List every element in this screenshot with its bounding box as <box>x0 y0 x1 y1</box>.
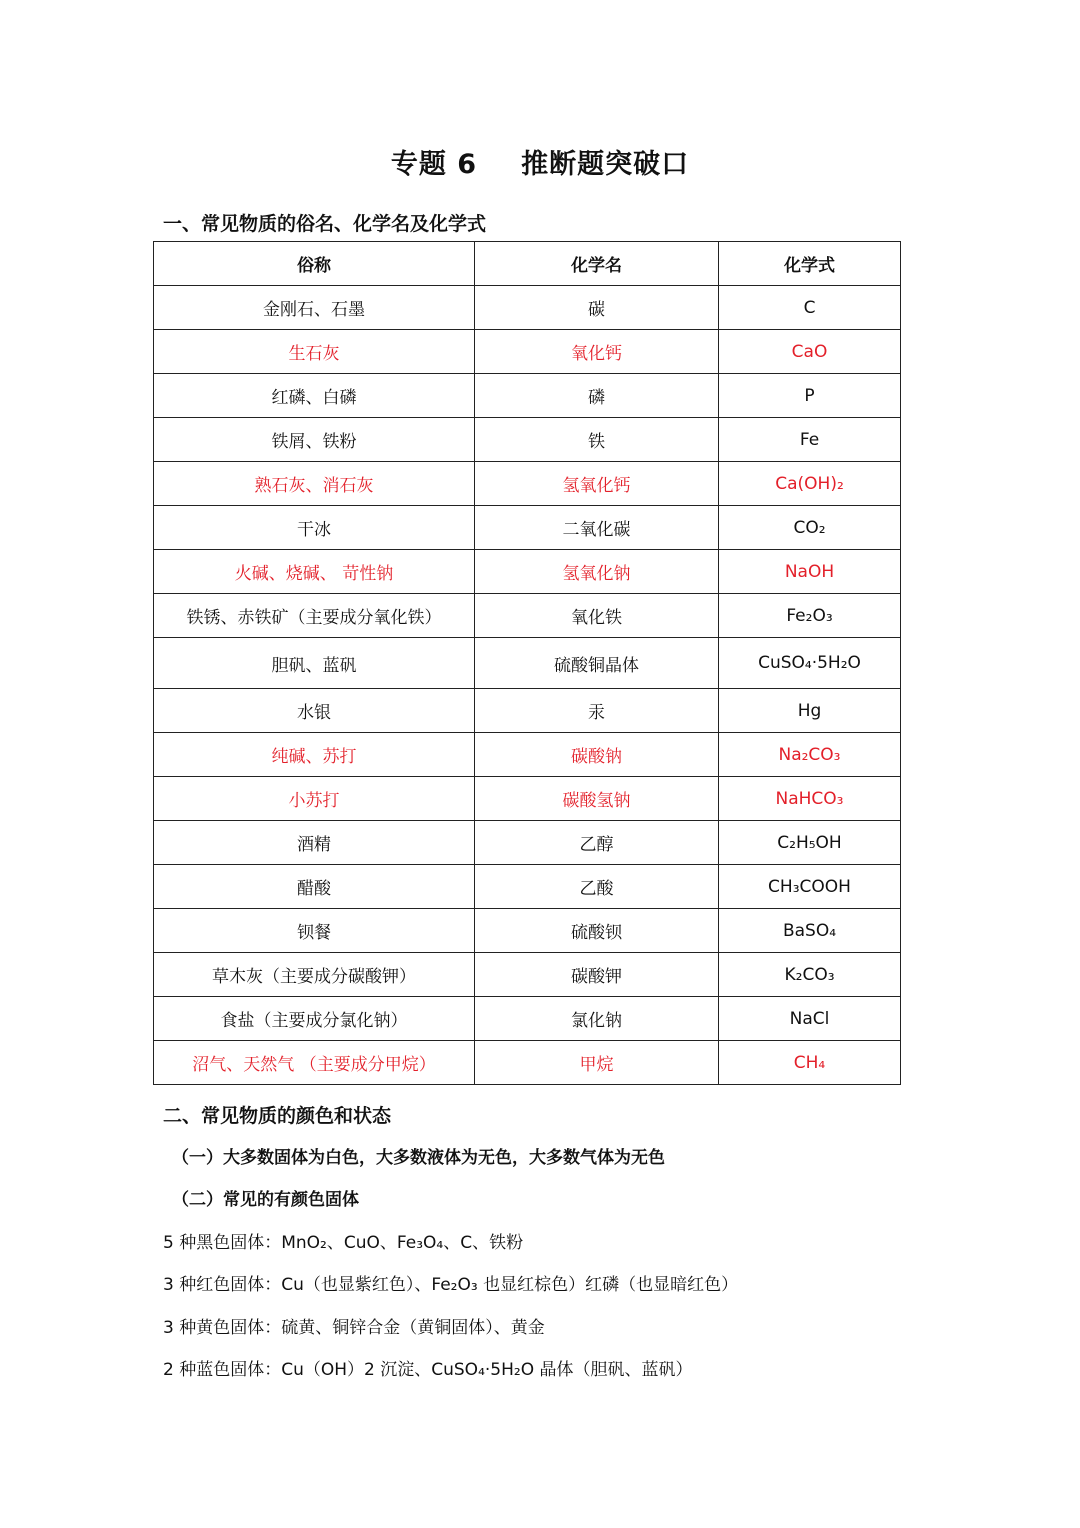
cell-chemical-name: 碳酸钠 <box>475 733 719 777</box>
table-header-row <box>154 242 901 286</box>
cell-formula: CH₃COOH <box>719 865 901 909</box>
table-row <box>154 997 901 1041</box>
header-common-name: 俗称 <box>154 242 475 286</box>
cell-formula: K₂CO₃ <box>719 953 901 997</box>
cell-chemical-name: 乙醇 <box>475 821 719 865</box>
cell-common-name: 醋酸 <box>154 865 475 909</box>
cell-chemical-name: 磷 <box>475 374 719 418</box>
cell-common-name: 小苏打 <box>154 777 475 821</box>
table-body <box>154 286 901 1085</box>
table-row <box>154 865 901 909</box>
cell-formula: P <box>719 374 901 418</box>
cell-common-name: 铁屑、铁粉 <box>154 418 475 462</box>
table-row <box>154 330 901 374</box>
cell-formula: CO₂ <box>719 506 901 550</box>
cell-chemical-name: 碳酸氢钠 <box>475 777 719 821</box>
cell-common-name: 火碱、烧碱、 苛性钠 <box>154 550 475 594</box>
cell-formula: Na₂CO₃ <box>719 733 901 777</box>
cell-chemical-name: 碳酸钾 <box>475 953 719 997</box>
cell-common-name: 食盐（主要成分氯化钠） <box>154 997 475 1041</box>
cell-common-name: 沼气、天然气 （主要成分甲烷） <box>154 1041 475 1085</box>
cell-common-name: 胆矾、蓝矾 <box>154 638 475 689</box>
line-red-solids: 3 种红色固体：Cu（也显紫红色）、Fe₂O₃ 也显红棕色）红磷（也显暗红色） <box>163 1275 739 1295</box>
table-row <box>154 1041 901 1085</box>
cell-chemical-name: 氯化钠 <box>475 997 719 1041</box>
section-heading-colors: 二、常见物质的颜色和状态 <box>163 1105 392 1127</box>
cell-common-name: 钡餐 <box>154 909 475 953</box>
cell-common-name: 生石灰 <box>154 330 475 374</box>
cell-chemical-name: 硫酸钡 <box>475 909 719 953</box>
header-chemical-name: 化学名 <box>475 242 719 286</box>
cell-formula: NaHCO₃ <box>719 777 901 821</box>
cell-common-name: 铁锈、赤铁矿（主要成分氧化铁） <box>154 594 475 638</box>
cell-common-name: 草木灰（主要成分碳酸钾） <box>154 953 475 997</box>
table-row <box>154 374 901 418</box>
cell-common-name: 熟石灰、消石灰 <box>154 462 475 506</box>
cell-formula: CaO <box>719 330 901 374</box>
cell-common-name: 水银 <box>154 689 475 733</box>
cell-chemical-name: 硫酸铜晶体 <box>475 638 719 689</box>
cell-formula: NaCl <box>719 997 901 1041</box>
cell-chemical-name: 氧化钙 <box>475 330 719 374</box>
line-yellow-solids: 3 种黄色固体：硫黄、铜锌合金（黄铜固体）、黄金 <box>163 1318 545 1338</box>
cell-formula: Hg <box>719 689 901 733</box>
table-row <box>154 594 901 638</box>
cell-chemical-name: 氢氧化钠 <box>475 550 719 594</box>
table-row <box>154 733 901 777</box>
table-row <box>154 821 901 865</box>
cell-formula: C₂H₅OH <box>719 821 901 865</box>
cell-common-name: 红磷、白磷 <box>154 374 475 418</box>
cell-chemical-name: 铁 <box>475 418 719 462</box>
header-formula: 化学式 <box>719 242 901 286</box>
subheading-general: （一）大多数固体为白色，大多数液体为无色，大多数气体为无色 <box>172 1148 665 1168</box>
line-blue-solids: 2 种蓝色固体：Cu（OH）2 沉淀、CuSO₄·5H₂O 晶体（胆矾、蓝矾） <box>163 1360 693 1380</box>
table-row <box>154 462 901 506</box>
title-subject: 推断题突破口 <box>521 149 690 180</box>
cell-formula: BaSO₄ <box>719 909 901 953</box>
cell-formula: Fe <box>719 418 901 462</box>
cell-chemical-name: 汞 <box>475 689 719 733</box>
table-row <box>154 418 901 462</box>
cell-formula: C <box>719 286 901 330</box>
table-row <box>154 638 901 689</box>
cell-chemical-name: 甲烷 <box>475 1041 719 1085</box>
cell-chemical-name: 二氧化碳 <box>475 506 719 550</box>
title-topic: 专题 6 <box>390 149 478 180</box>
subheading-colored-solids: （二）常见的有颜色固体 <box>172 1190 359 1210</box>
cell-chemical-name: 氧化铁 <box>475 594 719 638</box>
cell-common-name: 酒精 <box>154 821 475 865</box>
cell-formula: NaOH <box>719 550 901 594</box>
page-title <box>0 142 1080 181</box>
cell-chemical-name: 碳 <box>475 286 719 330</box>
section-heading-names: 一、常见物质的俗名、化学名及化学式 <box>163 213 487 235</box>
cell-formula: CuSO₄·5H₂O <box>719 638 901 689</box>
table-row <box>154 777 901 821</box>
table-row <box>154 506 901 550</box>
cell-formula: Fe₂O₃ <box>719 594 901 638</box>
cell-formula: Ca(OH)₂ <box>719 462 901 506</box>
table-row <box>154 689 901 733</box>
substance-table <box>153 241 901 1085</box>
table-row <box>154 909 901 953</box>
table-row <box>154 286 901 330</box>
table-row <box>154 550 901 594</box>
table-row <box>154 953 901 997</box>
cell-chemical-name: 乙酸 <box>475 865 719 909</box>
cell-common-name: 干冰 <box>154 506 475 550</box>
cell-common-name: 金刚石、石墨 <box>154 286 475 330</box>
line-black-solids: 5 种黑色固体：MnO₂、CuO、Fe₃O₄、C、铁粉 <box>163 1233 524 1253</box>
cell-chemical-name: 氢氧化钙 <box>475 462 719 506</box>
cell-common-name: 纯碱、苏打 <box>154 733 475 777</box>
cell-formula: CH₄ <box>719 1041 901 1085</box>
